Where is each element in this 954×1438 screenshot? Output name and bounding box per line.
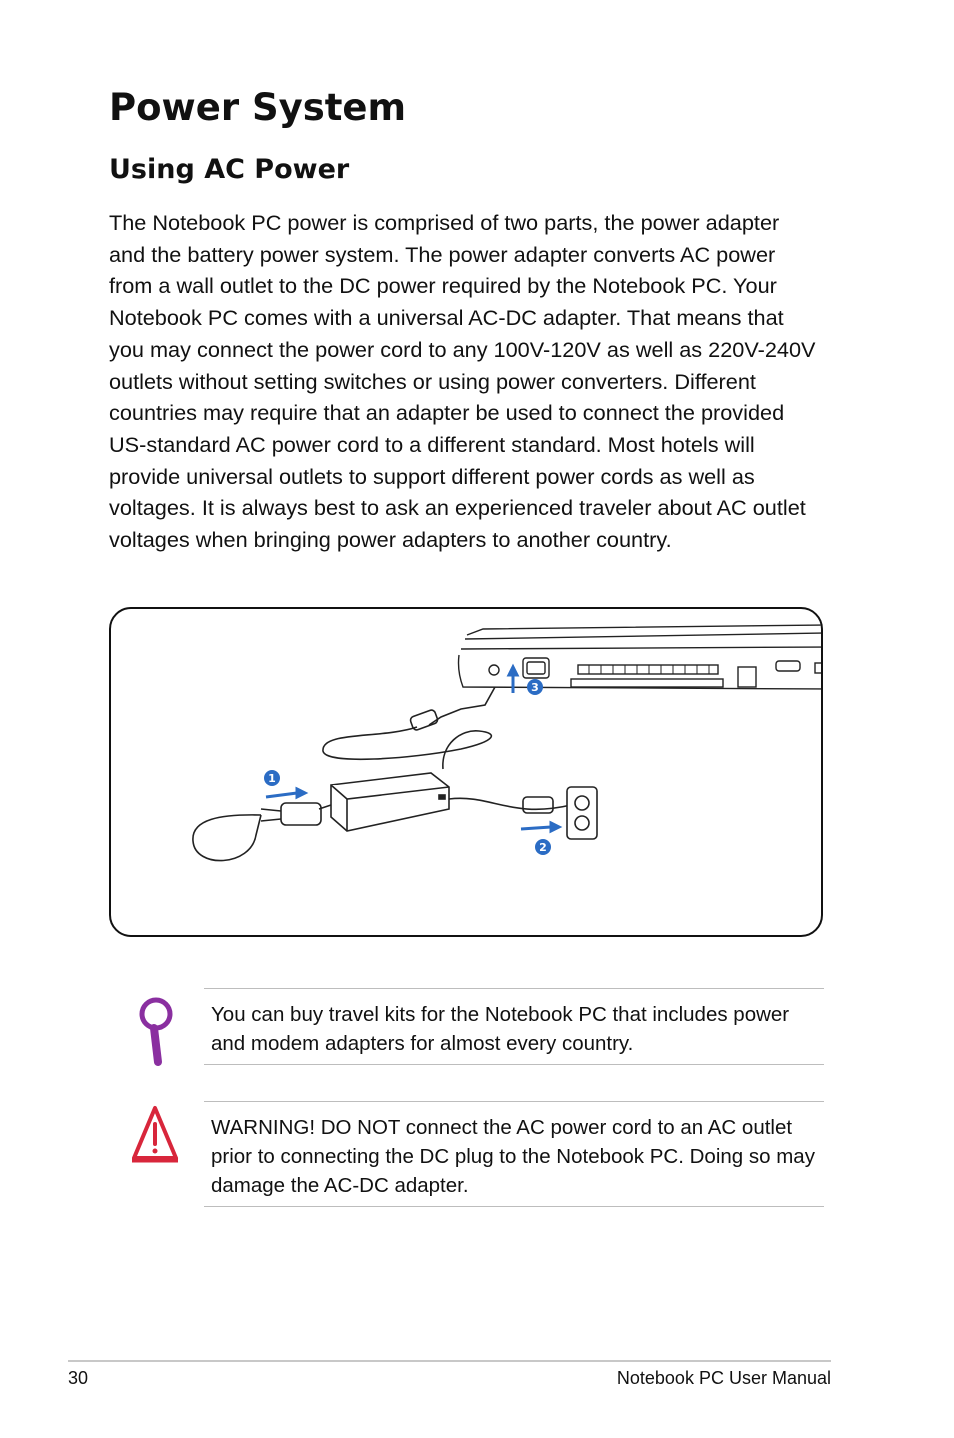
section-heading: Using AC Power: [109, 154, 350, 185]
step-marker-2: [535, 839, 551, 855]
step-marker-1-label: 1: [268, 772, 276, 785]
step-marker-2-label: 2: [539, 841, 547, 854]
footer-divider: [68, 1360, 831, 1362]
warning-note: [204, 1101, 824, 1207]
ac-power-illustration: [109, 607, 823, 937]
tip-note: [204, 988, 824, 1065]
page-title: Power System: [109, 86, 407, 129]
page-number: 30: [68, 1368, 89, 1388]
wall-outlet-icon: [567, 787, 597, 839]
step-marker-1: [264, 770, 280, 786]
tip-note-text: You can buy travel kits for the Notebook PC that includes power and modem adapters for almost every country.: [211, 1003, 790, 1055]
manual-title: Notebook PC User Manual: [616, 1368, 831, 1388]
body-paragraph: The Notebook PC power is comprised of two parts, the power adapter and the battery power system. The power adapter converts AC power from a wall outlet to the DC power required by the Notebook PC. Your Notebook PC comes with a universal AC-DC adapter. That means that you may connect the power cord to any 100V-120V as well as 220V-240V outlets without setting switches or using power converters. Different countries may require that an adapter be used to connect the provided US-standard AC power cord to a different standard. Most hotels will provide universal outlets to support different power cords as well as voltages. It is always best to ask an experienced traveler about AC outlet voltages when bringing power adapters to another country.: [109, 210, 816, 553]
power-adapter-icon: [331, 773, 449, 831]
warning-triangle-icon: [130, 1104, 180, 1166]
connection-diagram: [111, 609, 823, 937]
step-marker-3-label: 3: [531, 681, 539, 694]
dc-cord-icon: [323, 687, 495, 769]
vent-slots: [589, 665, 709, 674]
magnifier-tip-icon: [136, 996, 176, 1068]
step-marker-3: [527, 679, 543, 695]
warning-note-text: WARNING! DO NOT connect the AC power cord to an AC outlet prior to connecting the DC plug to the Notebook PC. Doing so may damage the AC-DC adapter.: [211, 1116, 815, 1197]
